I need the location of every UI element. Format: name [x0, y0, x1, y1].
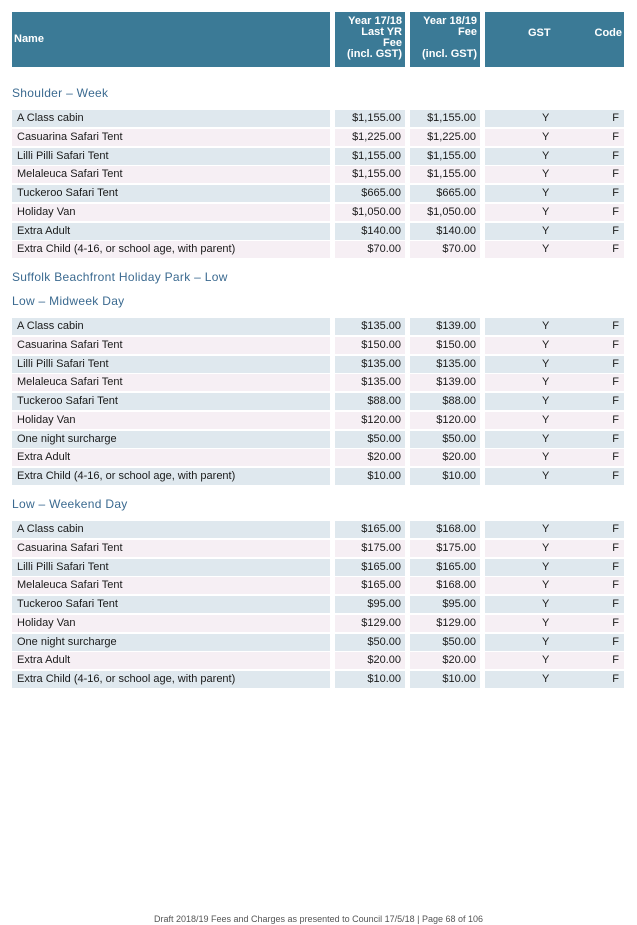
- row-gst-code: [485, 110, 624, 127]
- row-gst: Y: [542, 414, 550, 426]
- table-row: [12, 412, 624, 429]
- table-row: [12, 204, 624, 221]
- row-name: Holiday Van: [12, 615, 330, 632]
- row-gst: Y: [542, 243, 550, 255]
- row-fee-1718: $665.00: [335, 185, 405, 202]
- row-code: F: [612, 451, 619, 463]
- row-fee-1819: $165.00: [410, 559, 480, 576]
- row-fee-1819: $20.00: [410, 652, 480, 669]
- header-code: Code: [594, 27, 622, 39]
- row-code: F: [612, 358, 619, 370]
- row-name: Melaleuca Safari Tent: [12, 577, 330, 594]
- row-name: Extra Adult: [12, 449, 330, 466]
- row-fee-1819: $168.00: [410, 577, 480, 594]
- row-code: F: [612, 225, 619, 237]
- row-fee-1718: $50.00: [335, 431, 405, 448]
- row-code: F: [612, 542, 619, 554]
- row-fee-1819: $1,155.00: [410, 110, 480, 127]
- row-gst: Y: [542, 636, 550, 648]
- table-row: [12, 166, 624, 183]
- row-code: F: [612, 523, 619, 535]
- row-fee-1819: $139.00: [410, 318, 480, 335]
- header-year-1819: [410, 12, 480, 67]
- row-name: Lilli Pilli Safari Tent: [12, 559, 330, 576]
- row-fee-1819: $168.00: [410, 521, 480, 538]
- row-gst-code: [485, 129, 624, 146]
- table-row: [12, 634, 624, 651]
- row-fee-1718: $129.00: [335, 615, 405, 632]
- row-gst-code: [485, 596, 624, 613]
- row-fee-1819: $1,155.00: [410, 166, 480, 183]
- header-gst-code: [485, 12, 624, 67]
- row-code: F: [612, 320, 619, 332]
- row-gst: Y: [542, 470, 550, 482]
- table-row: [12, 148, 624, 165]
- row-fee-1819: $129.00: [410, 615, 480, 632]
- row-fee-1819: $20.00: [410, 449, 480, 466]
- row-code: F: [612, 579, 619, 591]
- row-gst: Y: [542, 168, 550, 180]
- row-code: F: [612, 395, 619, 407]
- table-row: [12, 110, 624, 127]
- row-fee-1718: $20.00: [335, 449, 405, 466]
- row-fee-1819: $139.00: [410, 374, 480, 391]
- row-fee-1819: $88.00: [410, 393, 480, 410]
- row-gst-code: [485, 540, 624, 557]
- row-fee-1718: $10.00: [335, 468, 405, 485]
- row-gst: Y: [542, 598, 550, 610]
- section-title: Shoulder – Week: [12, 86, 109, 100]
- row-gst-code: [485, 374, 624, 391]
- header-col1-line4: (incl. GST): [347, 48, 402, 60]
- table-row: [12, 596, 624, 613]
- row-gst-code: [485, 185, 624, 202]
- row-code: F: [612, 433, 619, 445]
- row-fee-1718: $20.00: [335, 652, 405, 669]
- row-gst: Y: [542, 617, 550, 629]
- row-gst-code: [485, 223, 624, 240]
- row-gst-code: [485, 241, 624, 258]
- row-code: F: [612, 376, 619, 388]
- row-code: F: [612, 617, 619, 629]
- row-code: F: [612, 187, 619, 199]
- row-code: F: [612, 206, 619, 218]
- row-gst-code: [485, 318, 624, 335]
- header-col1-line1: Year 17/18: [348, 15, 402, 27]
- row-fee-1819: $140.00: [410, 223, 480, 240]
- row-name: Casuarina Safari Tent: [12, 337, 330, 354]
- table-row: [12, 521, 624, 538]
- row-gst: Y: [542, 187, 550, 199]
- header-col1-line2: Last YR: [361, 26, 402, 38]
- row-gst-code: [485, 431, 624, 448]
- row-gst: Y: [542, 579, 550, 591]
- row-code: F: [612, 339, 619, 351]
- row-name: Extra Child (4-16, or school age, with parent): [12, 671, 330, 688]
- row-fee-1718: $1,155.00: [335, 148, 405, 165]
- page-footer: Draft 2018/19 Fees and Charges as presented to Council 17/5/18 | Page 68 of 106: [153, 914, 484, 924]
- row-gst: Y: [542, 225, 550, 237]
- row-gst: Y: [542, 561, 550, 573]
- table-row: [12, 185, 624, 202]
- row-fee-1718: $1,225.00: [335, 129, 405, 146]
- row-code: F: [612, 598, 619, 610]
- header-col1-line3: Fee: [383, 37, 402, 49]
- row-fee-1718: $175.00: [335, 540, 405, 557]
- row-fee-1819: $70.00: [410, 241, 480, 258]
- row-gst-code: [485, 337, 624, 354]
- table-row: [12, 241, 624, 258]
- row-gst: Y: [542, 451, 550, 463]
- row-gst-code: [485, 615, 624, 632]
- row-gst: Y: [542, 150, 550, 162]
- row-name: Holiday Van: [12, 412, 330, 429]
- row-fee-1718: $1,050.00: [335, 204, 405, 221]
- table-row: [12, 671, 624, 688]
- header-col2-line1: Year 18/19: [423, 15, 477, 27]
- row-fee-1819: $175.00: [410, 540, 480, 557]
- table-row: [12, 337, 624, 354]
- row-gst: Y: [542, 131, 550, 143]
- row-gst: Y: [542, 339, 550, 351]
- row-fee-1718: $1,155.00: [335, 166, 405, 183]
- row-gst-code: [485, 521, 624, 538]
- header-col2-line4: (incl. GST): [422, 48, 477, 60]
- row-fee-1819: $10.00: [410, 671, 480, 688]
- row-gst: Y: [542, 673, 550, 685]
- row-gst-code: [485, 412, 624, 429]
- row-gst: Y: [542, 542, 550, 554]
- row-code: F: [612, 414, 619, 426]
- row-name: Extra Adult: [12, 223, 330, 240]
- row-gst-code: [485, 393, 624, 410]
- row-code: F: [612, 654, 619, 666]
- row-name: Casuarina Safari Tent: [12, 540, 330, 557]
- row-fee-1819: $95.00: [410, 596, 480, 613]
- table-row: [12, 559, 624, 576]
- row-gst: Y: [542, 654, 550, 666]
- row-fee-1718: $88.00: [335, 393, 405, 410]
- row-code: F: [612, 673, 619, 685]
- row-gst-code: [485, 356, 624, 373]
- row-fee-1718: $1,155.00: [335, 110, 405, 127]
- row-fee-1819: $10.00: [410, 468, 480, 485]
- row-name: A Class cabin: [12, 318, 330, 335]
- row-fee-1819: $1,050.00: [410, 204, 480, 221]
- row-code: F: [612, 636, 619, 648]
- row-gst-code: [485, 148, 624, 165]
- row-fee-1718: $70.00: [335, 241, 405, 258]
- table-row: [12, 577, 624, 594]
- row-name: One night surcharge: [12, 431, 330, 448]
- row-name: Tuckeroo Safari Tent: [12, 596, 330, 613]
- row-gst-code: [485, 204, 624, 221]
- header-gst: GST: [528, 27, 551, 39]
- row-fee-1819: $1,155.00: [410, 148, 480, 165]
- row-name: A Class cabin: [12, 110, 330, 127]
- row-gst-code: [485, 559, 624, 576]
- row-code: F: [612, 131, 619, 143]
- row-fee-1718: $135.00: [335, 356, 405, 373]
- row-name: Tuckeroo Safari Tent: [12, 185, 330, 202]
- header-name: [12, 12, 330, 67]
- row-gst: Y: [542, 358, 550, 370]
- row-gst-code: [485, 468, 624, 485]
- row-fee-1718: $135.00: [335, 374, 405, 391]
- header-year-1718: [335, 12, 405, 67]
- row-fee-1718: $165.00: [335, 559, 405, 576]
- row-name: Extra Child (4-16, or school age, with parent): [12, 468, 330, 485]
- section-title: Low – Midweek Day: [12, 294, 125, 308]
- row-fee-1718: $10.00: [335, 671, 405, 688]
- table-row: [12, 468, 624, 485]
- row-gst: Y: [542, 523, 550, 535]
- table-row: [12, 318, 624, 335]
- row-fee-1718: $165.00: [335, 577, 405, 594]
- row-name: Lilli Pilli Safari Tent: [12, 148, 330, 165]
- row-fee-1718: $135.00: [335, 318, 405, 335]
- row-name: Extra Adult: [12, 652, 330, 669]
- row-name: Holiday Van: [12, 204, 330, 221]
- row-name: Lilli Pilli Safari Tent: [12, 356, 330, 373]
- table-row: [12, 615, 624, 632]
- row-fee-1819: $50.00: [410, 634, 480, 651]
- row-gst: Y: [542, 376, 550, 388]
- row-code: F: [612, 150, 619, 162]
- table-row: [12, 374, 624, 391]
- row-code: F: [612, 243, 619, 255]
- row-fee-1718: $140.00: [335, 223, 405, 240]
- table-row: [12, 652, 624, 669]
- row-gst: Y: [542, 112, 550, 124]
- row-fee-1718: $95.00: [335, 596, 405, 613]
- section-title: Suffolk Beachfront Holiday Park – Low: [12, 270, 228, 284]
- row-code: F: [612, 168, 619, 180]
- row-name: Casuarina Safari Tent: [12, 129, 330, 146]
- row-gst-code: [485, 652, 624, 669]
- row-gst: Y: [542, 320, 550, 332]
- header-name-label: Name: [14, 33, 44, 45]
- row-fee-1819: $1,225.00: [410, 129, 480, 146]
- table-row: [12, 129, 624, 146]
- table-row: [12, 431, 624, 448]
- row-fee-1819: $150.00: [410, 337, 480, 354]
- row-fee-1718: $165.00: [335, 521, 405, 538]
- row-gst-code: [485, 634, 624, 651]
- header-col2-line2: Fee: [458, 26, 477, 38]
- row-gst-code: [485, 671, 624, 688]
- row-fee-1718: $150.00: [335, 337, 405, 354]
- row-fee-1819: $120.00: [410, 412, 480, 429]
- row-name: Melaleuca Safari Tent: [12, 374, 330, 391]
- row-name: A Class cabin: [12, 521, 330, 538]
- row-gst: Y: [542, 395, 550, 407]
- row-name: Melaleuca Safari Tent: [12, 166, 330, 183]
- row-name: One night surcharge: [12, 634, 330, 651]
- row-code: F: [612, 561, 619, 573]
- row-fee-1718: $50.00: [335, 634, 405, 651]
- row-gst-code: [485, 166, 624, 183]
- table-row: [12, 540, 624, 557]
- row-name: Extra Child (4-16, or school age, with parent): [12, 241, 330, 258]
- row-gst-code: [485, 577, 624, 594]
- row-gst-code: [485, 449, 624, 466]
- row-name: Tuckeroo Safari Tent: [12, 393, 330, 410]
- table-row: [12, 223, 624, 240]
- row-gst: Y: [542, 206, 550, 218]
- row-fee-1819: $50.00: [410, 431, 480, 448]
- table-row: [12, 356, 624, 373]
- row-gst: Y: [542, 433, 550, 445]
- section-title: Low – Weekend Day: [12, 497, 128, 511]
- row-fee-1718: $120.00: [335, 412, 405, 429]
- row-fee-1819: $665.00: [410, 185, 480, 202]
- row-fee-1819: $135.00: [410, 356, 480, 373]
- table-row: [12, 449, 624, 466]
- row-code: F: [612, 470, 619, 482]
- row-code: F: [612, 112, 619, 124]
- table-row: [12, 393, 624, 410]
